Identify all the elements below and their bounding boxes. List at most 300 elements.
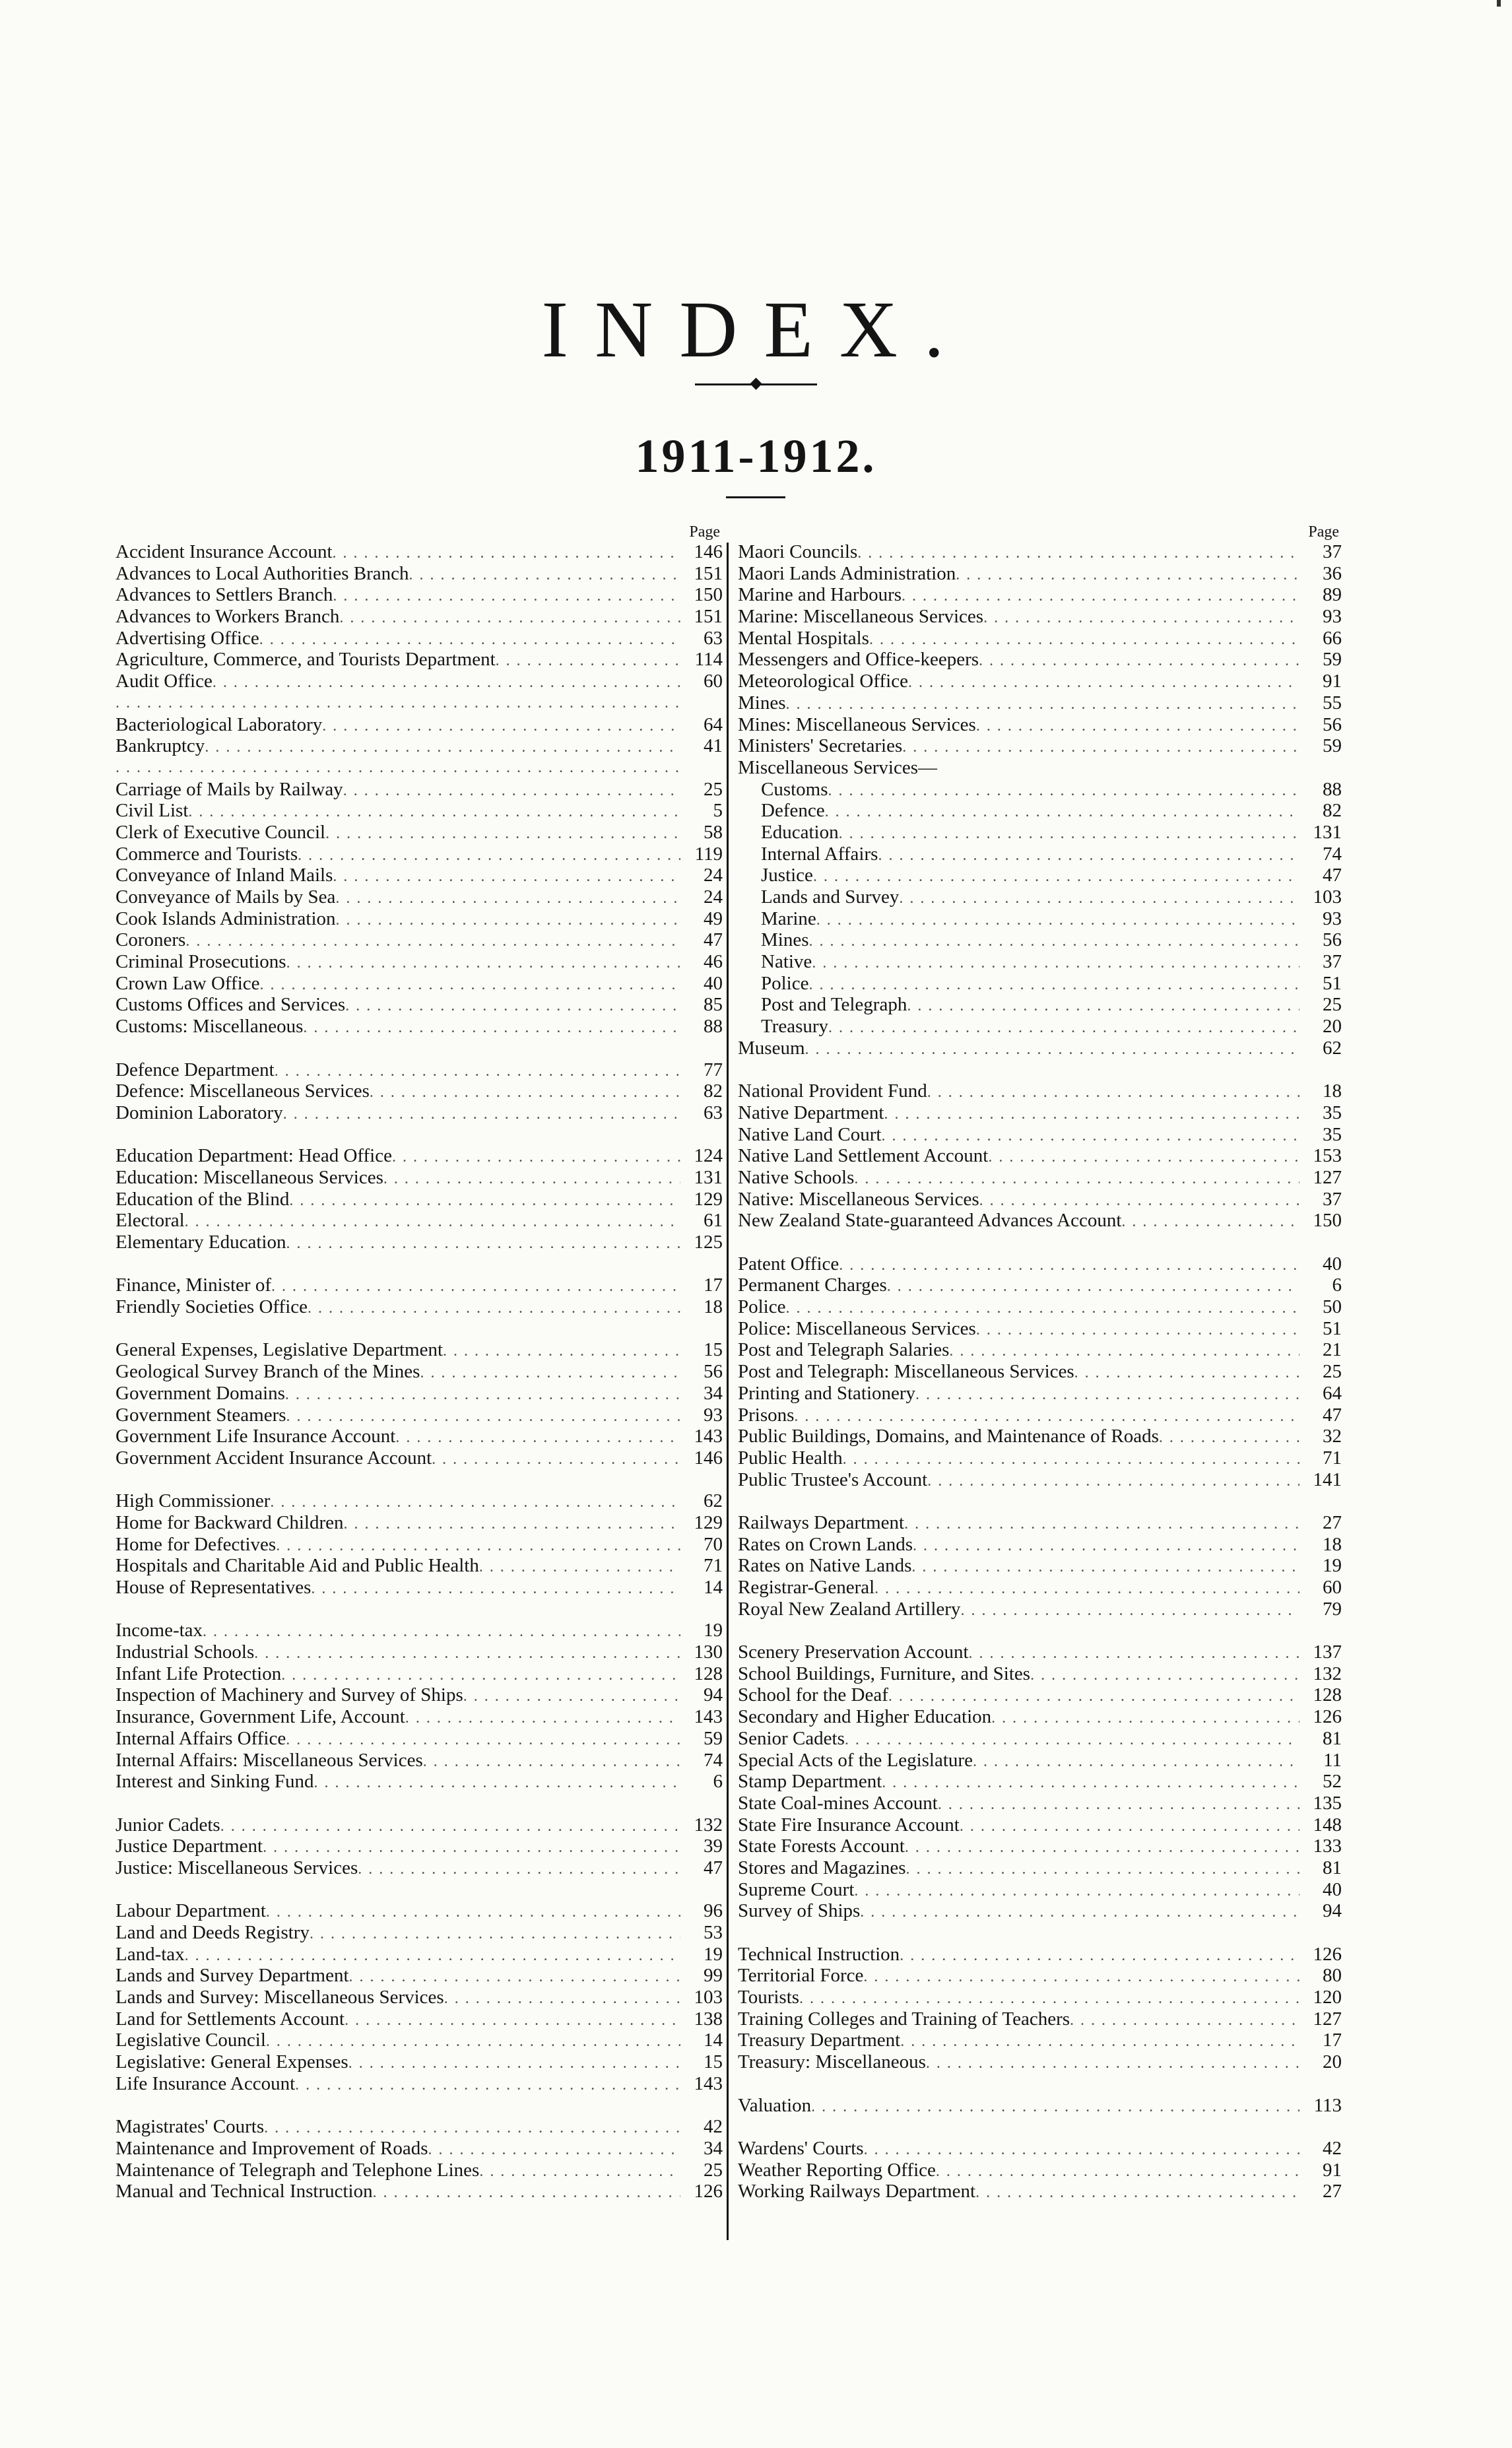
leader-dots (185, 931, 680, 952)
index-entry (738, 1641, 1342, 1663)
index-entry (738, 563, 1342, 585)
leader-dots (275, 1061, 680, 1082)
entry-name: Miscellaneous Services— (738, 756, 938, 778)
leader-dots (264, 2117, 680, 2139)
index-entry (115, 1059, 723, 1081)
leader-dots (938, 1794, 1299, 1816)
entry-name: Defence Department (115, 1059, 275, 1080)
index-entry (738, 1814, 1342, 1836)
entry-page-number: 127 (1313, 2008, 1342, 2030)
leader-dots (884, 1104, 1299, 1125)
entry-page-number: 14 (704, 2030, 723, 2051)
entry-page-number: 113 (1313, 2094, 1342, 2116)
entry-page-number: 143 (694, 1426, 723, 1447)
leader-dots (839, 1255, 1299, 1276)
index-entry (738, 1987, 1342, 2008)
entry-name: Clerk of Executive Council (115, 821, 326, 843)
entry-page-number: 146 (694, 1447, 723, 1469)
entry-name: Treasury (761, 1016, 829, 1038)
index-entry (738, 1663, 1342, 1685)
entry-page-number: 79 (1323, 1598, 1342, 1620)
leader-dots (115, 757, 680, 779)
index-entry (115, 2138, 723, 2160)
index-entry (738, 735, 1342, 757)
leader-dots (405, 1707, 680, 1729)
entry-page-number: 42 (1323, 2137, 1342, 2159)
entry-page-number: 103 (1313, 886, 1342, 908)
entry-name: Post and Telegraph Salaries (738, 1339, 950, 1361)
index-entry (738, 2095, 1342, 2117)
entry-page-number: 40 (1323, 1253, 1342, 1274)
index-entry (738, 800, 1342, 822)
entry-page-number: 125 (694, 1232, 723, 1253)
leader-dots (874, 1578, 1299, 1600)
index-entry (115, 1102, 723, 1124)
entry-page-number: 25 (1323, 1361, 1342, 1383)
entry-name: Ministers' Secretaries (738, 735, 903, 757)
index-entry (115, 757, 723, 779)
index-entry (115, 1577, 723, 1599)
index-entry (115, 1663, 723, 1685)
entry-page-number: 81 (1323, 1727, 1342, 1749)
entry-name: Valuation (738, 2094, 812, 2116)
index-entry (738, 908, 1342, 930)
entry-name: Government Life Insurance Account (115, 1426, 396, 1447)
index-entry (115, 1641, 723, 1663)
index-entry (115, 1620, 723, 1641)
leader-dots (816, 910, 1299, 931)
entry-page-number: 81 (1323, 1857, 1342, 1878)
entry-page-number: 37 (1323, 951, 1342, 973)
entry-page-number: 24 (704, 886, 723, 908)
leader-dots (915, 1384, 1299, 1406)
entry-name: Maori Councils (738, 541, 858, 562)
entry-page-number: 133 (1313, 1836, 1342, 1857)
leader-dots (863, 1966, 1299, 1988)
leader-dots (857, 543, 1299, 564)
entry-name: Defence (761, 800, 825, 822)
index-entry (738, 951, 1342, 973)
index-entry (115, 908, 723, 930)
entry-page-number: 143 (694, 2072, 723, 2094)
entry-page-number: 40 (1323, 1878, 1342, 1900)
leader-dots (794, 1406, 1299, 1428)
leader-dots (348, 2053, 680, 2074)
entry-page-number: 74 (1323, 843, 1342, 865)
entry-name: Permanent Charges (738, 1274, 887, 1296)
leader-dots (409, 564, 680, 586)
index-entry (115, 779, 723, 801)
entry-page-number: 151 (694, 606, 723, 628)
entry-page-number: 42 (704, 2116, 723, 2138)
leader-dots (213, 672, 680, 694)
entry-page-number: 66 (1323, 627, 1342, 649)
leader-dots (979, 650, 1299, 672)
entry-page-number: 96 (704, 1900, 723, 1922)
leader-dots (185, 1945, 680, 1967)
leader-dots (336, 910, 681, 931)
index-entry (738, 1900, 1342, 1922)
entry-name: Native Land Court (738, 1123, 882, 1145)
entry-name: Crown Law Office (115, 972, 260, 994)
entry-name: Advances to Workers Branch (115, 606, 340, 628)
entry-page-number: 126 (1313, 1943, 1342, 1965)
entry-name: Life Insurance Account (115, 2072, 296, 2094)
entry-page-number: 130 (694, 1641, 723, 1663)
entry-page-number: 32 (1323, 1426, 1342, 1447)
index-entry (738, 1189, 1342, 1210)
entry-name: Treasury: Miscellaneous (738, 2051, 926, 2073)
index-entry (738, 1684, 1342, 1706)
leader-dots (927, 1471, 1299, 1492)
index-entry (115, 2181, 723, 2202)
entry-name: Customs Offices and Services (115, 994, 346, 1016)
index-entry (738, 1728, 1342, 1750)
entry-name: Customs: Miscellaneous (115, 1016, 304, 1038)
leader-dots (976, 715, 1299, 737)
index-entry (738, 1944, 1342, 1966)
entry-name: Legislative: General Expenses (115, 2051, 348, 2073)
entry-page-number: 124 (694, 1145, 723, 1167)
entry-page-number: 47 (1323, 865, 1342, 886)
entry-name: Finance, Minister of (115, 1274, 271, 1296)
leader-dots (271, 1276, 680, 1298)
entry-page-number: 94 (704, 1684, 723, 1706)
entry-page-number: 60 (1323, 1577, 1342, 1598)
entry-name: Public Health (738, 1447, 843, 1469)
entry-page-number: 18 (1323, 1533, 1342, 1555)
entry-name: Secondary and Higher Education (738, 1706, 992, 1728)
index-entry (738, 1016, 1342, 1038)
index-entry (115, 994, 723, 1016)
index-entry (115, 649, 723, 671)
entry-name: Mental Hospitals (738, 627, 869, 649)
entry-name: School for the Deaf (738, 1684, 888, 1706)
entry-page-number: 82 (704, 1080, 723, 1102)
leader-dots (286, 952, 680, 974)
leader-dots (205, 737, 680, 758)
leader-dots (283, 1104, 680, 1125)
entry-name: Native Department (738, 1102, 884, 1123)
entry-page-number: 47 (704, 1857, 723, 1878)
leader-dots (263, 1837, 680, 1859)
leader-dots (479, 2161, 680, 2183)
index-entry (115, 671, 723, 692)
index-entry (115, 1534, 723, 1556)
entry-page-number: 94 (1323, 1900, 1342, 1922)
index-entry (738, 584, 1342, 606)
index-entry (738, 1102, 1342, 1124)
entry-page-number: 47 (704, 929, 723, 951)
index-entry (115, 1944, 723, 1966)
entry-page-number: 37 (1323, 1188, 1342, 1210)
leader-dots (1074, 1362, 1299, 1384)
leader-dots (899, 888, 1299, 910)
index-entry (738, 671, 1342, 692)
index-entry (738, 1836, 1342, 1857)
entry-name: Government Domains (115, 1382, 285, 1404)
leader-dots (220, 1816, 680, 1837)
leader-dots (286, 1406, 680, 1428)
entry-name: Railways Department (738, 1511, 905, 1533)
entry-page-number: 58 (704, 821, 723, 843)
leader-dots (960, 1600, 1299, 1622)
index-list-left (115, 541, 723, 2202)
index-entry (738, 628, 1342, 649)
index-entry (115, 1405, 723, 1426)
entry-page-number: 129 (694, 1511, 723, 1533)
index-entry (115, 951, 723, 973)
index-entry (115, 1232, 723, 1253)
entry-name: Wardens' Courts (738, 2137, 864, 2159)
index-entry (115, 1189, 723, 1210)
entry-name: Technical Instruction (738, 1943, 900, 1965)
leader-dots (906, 1859, 1300, 1880)
entry-name: Supreme Court (738, 1878, 855, 1900)
entry-name: Senior Cadets (738, 1727, 845, 1749)
index-entry (738, 973, 1342, 995)
entry-page-number: 19 (704, 1620, 723, 1641)
entry-page-number: 6 (713, 1771, 723, 1793)
entry-page-number: 91 (1323, 2159, 1342, 2181)
entry-page-number: 21 (1323, 1339, 1342, 1361)
index-entry (115, 844, 723, 865)
index-entry (115, 1750, 723, 1771)
entry-name: Education of the Blind (115, 1188, 290, 1210)
entry-name: Home for Backward Children (115, 1511, 344, 1533)
leader-dots (845, 1729, 1299, 1751)
entry-page-number: 77 (704, 1059, 723, 1080)
index-entry (115, 929, 723, 951)
leader-dots (423, 1751, 680, 1773)
entry-page-number: 35 (1323, 1102, 1342, 1123)
entry-page-number: 138 (694, 2008, 723, 2030)
entry-page-number: 131 (694, 1166, 723, 1188)
index-entry (115, 2008, 723, 2030)
index-entry (738, 779, 1342, 801)
leader-dots (298, 845, 680, 867)
entry-name: Agriculture, Commerce, and Tourists Department (115, 649, 496, 671)
entry-name: Income-tax (115, 1620, 203, 1641)
entry-name: Tourists (738, 1987, 800, 2008)
index-entry (115, 1684, 723, 1706)
entry-page-number: 135 (1313, 1792, 1342, 1814)
leader-dots (969, 1643, 1299, 1665)
index-entry (115, 973, 723, 995)
index-entry (115, 628, 723, 649)
leader-dots (882, 1772, 1299, 1794)
leader-dots (905, 1837, 1299, 1859)
entry-name: Geological Survey Branch of the Mines (115, 1361, 420, 1383)
leader-dots (983, 607, 1299, 629)
entry-page-number: 126 (694, 2181, 723, 2202)
leader-dots (860, 1902, 1299, 1923)
index-entry (115, 886, 723, 908)
index-entry (115, 865, 723, 886)
entry-name: Conveyance of Inland Mails (115, 865, 333, 886)
index-entry (115, 2116, 723, 2138)
entry-page-number: 47 (1323, 1404, 1342, 1426)
entry-page-number: 150 (694, 584, 723, 606)
leader-dots (908, 672, 1299, 694)
leader-dots (973, 1751, 1299, 1773)
entry-name: Conveyance of Mails by Sea (115, 886, 336, 908)
entry-name: Customs (761, 778, 828, 800)
entry-page-number: 88 (704, 1016, 723, 1038)
leader-dots (809, 931, 1300, 952)
entry-page-number: 25 (1323, 994, 1342, 1016)
entry-name: Electoral (115, 1210, 185, 1232)
leader-dots (295, 2074, 680, 2096)
index-entry (115, 1490, 723, 1512)
index-entry (738, 844, 1342, 865)
entry-page-number: 151 (694, 562, 723, 584)
leader-dots (991, 1707, 1299, 1729)
entry-name: Labour Department (115, 1900, 266, 1922)
entry-name: Training Colleges and Training of Teachers (738, 2008, 1070, 2030)
leader-dots (343, 780, 680, 802)
leader-dots (444, 1988, 680, 2010)
entry-name: Legislative Council (115, 2030, 266, 2051)
entry-name: Rates on Crown Lands (738, 1533, 913, 1555)
entry-page-number: 11 (1323, 1749, 1342, 1771)
index-entry (115, 2051, 723, 2073)
entry-name: Post and Telegraph: Miscellaneous Services (738, 1361, 1074, 1383)
entry-page-number: 18 (1323, 1080, 1342, 1102)
entry-page-number: 27 (1323, 2181, 1342, 2202)
entry-name: Mines (738, 692, 786, 713)
entry-name: Maori Lands Administration (738, 562, 956, 584)
entry-name: Junior Cadets (115, 1814, 220, 1836)
index-entry (738, 1167, 1342, 1189)
index-entry (115, 1771, 723, 1793)
entry-page-number: 126 (1313, 1706, 1342, 1728)
entry-page-number: 37 (1323, 541, 1342, 562)
entry-page-number: 55 (1323, 692, 1342, 713)
index-entry (738, 1318, 1342, 1340)
index-entry (738, 2138, 1342, 2160)
index-entry (738, 757, 1342, 779)
entry-name: Public Trustee's Account (738, 1469, 928, 1490)
index-entry (738, 1339, 1342, 1361)
entry-page-number: 63 (704, 1102, 723, 1123)
entry-page-number: 137 (1313, 1641, 1342, 1663)
index-entry (115, 1555, 723, 1577)
entry-name: Maintenance and Improvement of Roads (115, 2137, 428, 2159)
index-entry (738, 2008, 1342, 2030)
leader-dots (259, 629, 680, 651)
entry-page-number: 71 (1323, 1447, 1342, 1469)
leader-dots (383, 1168, 680, 1190)
leader-dots (813, 866, 1299, 888)
entry-page-number: 153 (1313, 1145, 1342, 1167)
leader-dots (828, 780, 1299, 802)
leader-dots (979, 1190, 1299, 1212)
entry-name: Land and Deeds Registry (115, 1922, 310, 1943)
leader-dots (428, 2139, 680, 2161)
index-entry (115, 1210, 723, 1232)
leader-dots (343, 1513, 680, 1535)
entry-page-number: 150 (1313, 1210, 1342, 1232)
ornament-diamond-icon (750, 378, 762, 389)
entry-page-number: 51 (1323, 972, 1342, 994)
leader-dots (1121, 1211, 1299, 1233)
entry-page-number: 80 (1323, 1965, 1342, 1987)
entry-name: Mines: Miscellaneous Services (738, 713, 976, 735)
leader-dots (887, 1276, 1299, 1298)
entry-page-number: 41 (704, 735, 723, 757)
entry-name: Registrar-General (738, 1577, 875, 1598)
index-entry (738, 1534, 1342, 1556)
entry-page-number: 56 (1323, 929, 1342, 951)
entry-name: Carriage of Mails by Railway (115, 778, 343, 800)
entry-page-number: 70 (704, 1533, 723, 1555)
entry-page-number: 17 (704, 1274, 723, 1296)
index-entry (738, 1577, 1342, 1599)
entry-page-number: 39 (704, 1836, 723, 1857)
entry-name: Native Land Settlement Account (738, 1145, 989, 1167)
index-entry (738, 886, 1342, 908)
leader-dots (911, 1556, 1299, 1578)
leader-dots (115, 692, 680, 714)
entry-name: Lands and Survey: Miscellaneous Services (115, 1987, 444, 2008)
entry-name: Royal New Zealand Artillery (738, 1598, 961, 1620)
entry-page-number: 24 (704, 865, 723, 886)
index-entry (738, 929, 1342, 951)
index-entry (115, 2073, 723, 2095)
leader-dots (370, 1082, 680, 1104)
entry-name: Land for Settlements Account (115, 2008, 345, 2030)
entry-name: Advances to Local Authorities Branch (115, 562, 409, 584)
leader-dots (902, 585, 1299, 607)
entry-page-number: 63 (704, 627, 723, 649)
entry-page-number: 50 (1323, 1296, 1342, 1318)
index-entry (738, 2181, 1342, 2202)
index-entry (115, 1987, 723, 2008)
leader-dots (254, 1643, 680, 1665)
entry-page-number: 91 (1323, 671, 1342, 692)
index-entry (115, 541, 723, 563)
entry-page-number: 20 (1323, 2051, 1342, 2073)
leader-dots (286, 1729, 680, 1751)
entry-page-number: 18 (704, 1296, 723, 1318)
index-entry (738, 1210, 1342, 1232)
index-entry (738, 1038, 1342, 1059)
leader-dots (313, 1772, 680, 1794)
index-entry (738, 1145, 1342, 1167)
entry-name: Coroners (115, 929, 186, 951)
entry-name: Justice: Miscellaneous Services (115, 1857, 358, 1878)
entry-page-number: 25 (704, 778, 723, 800)
entry-page-number: 103 (694, 1987, 723, 2008)
entry-name: Accident Insurance Account (115, 541, 333, 562)
index-entry (738, 1383, 1342, 1405)
leader-dots (188, 801, 680, 823)
leader-dots (308, 1298, 680, 1319)
leader-dots (907, 995, 1299, 1017)
leader-dots (869, 629, 1299, 651)
entry-page-number: 128 (694, 1663, 723, 1684)
entry-name: Maintenance of Telegraph and Telephone Lines (115, 2159, 480, 2181)
entry-page-number: 15 (704, 2051, 723, 2073)
index-entry (738, 1750, 1342, 1771)
leader-dots (927, 1082, 1299, 1104)
entry-name: Mines (761, 929, 809, 951)
entry-page-number: 74 (704, 1749, 723, 1771)
subtitle-rule (726, 496, 785, 498)
entry-name: Defence: Miscellaneous Services (115, 1080, 370, 1102)
index-column-left (115, 523, 723, 2202)
